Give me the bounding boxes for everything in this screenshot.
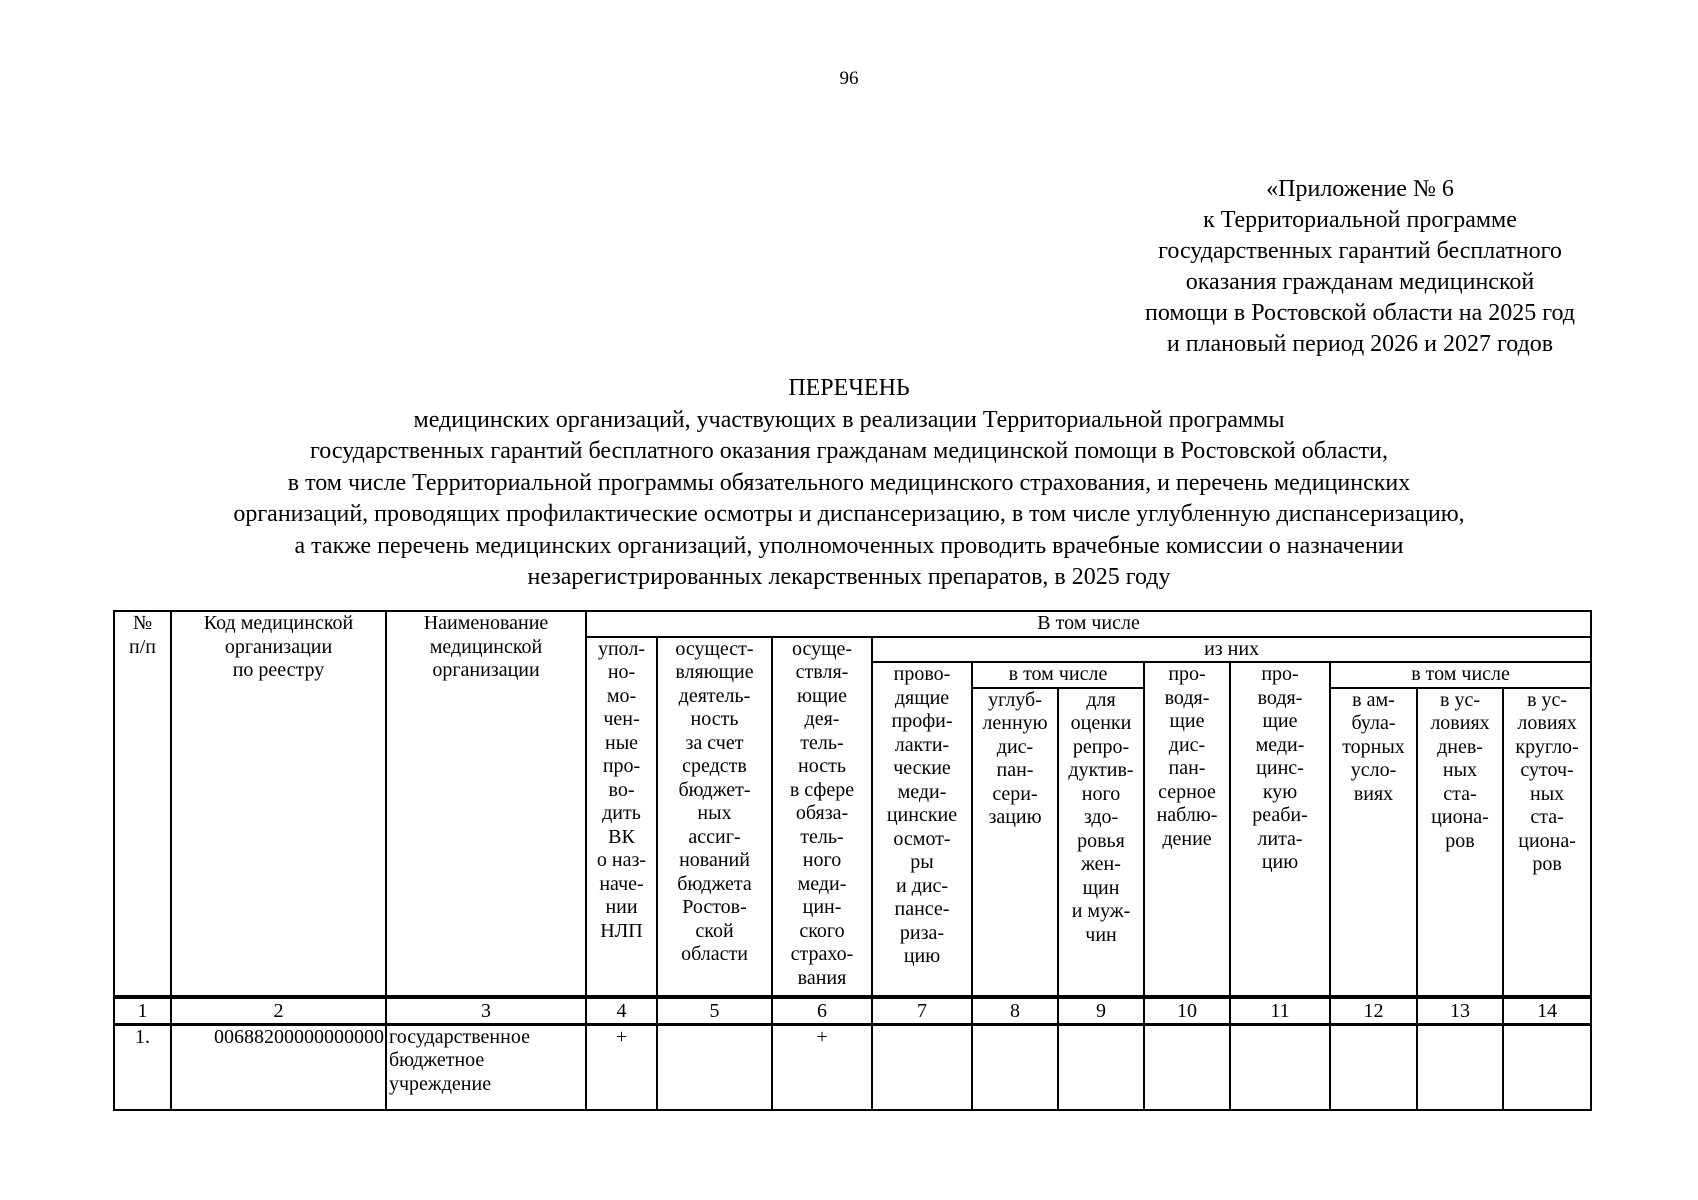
cell-col-12 xyxy=(1330,1024,1417,1110)
cell-col-10 xyxy=(1144,1024,1230,1110)
header-col-14: в ус- ловиях кругло- суточ- ных ста- циона- ров xyxy=(1503,688,1591,997)
org-code: 00688200000000000 xyxy=(171,1024,386,1110)
header-including: В том числе xyxy=(586,611,1591,637)
header-col-9: для оценки репро- дуктив- ного здо- ровья жен- щин и муж- чин xyxy=(1058,688,1144,997)
header-no: № п/п xyxy=(114,611,171,997)
cell-col-7 xyxy=(872,1024,972,1110)
column-number: 5 xyxy=(657,997,772,1025)
appendix-line: «Приложение № 6 xyxy=(1266,176,1454,202)
subtitle-line: организаций, проводящих профилактические осмотры и диспансеризацию, в том числе углубленную диспансеризацию, xyxy=(233,501,1465,527)
header-col-7: прово- дящие профи- лакти- ческие меди- цинские осмот- ры и дис- пансе- риза- цию xyxy=(872,662,972,997)
header-including-sub-a: в том числе xyxy=(972,662,1144,688)
column-number: 4 xyxy=(586,997,657,1025)
subtitle-line: а также перечень медицинских организаций, уполномоченных проводить врачебные комиссии о назначении xyxy=(294,532,1404,559)
header-including-sub-b: в том числе xyxy=(1330,662,1591,688)
subtitle-line: незарегистрированных лекарственных препаратов, в 2025 году xyxy=(527,564,1171,590)
subtitle-line: в том числе Территориальной программы обязательного медицинского страхования, и перечень медицинских xyxy=(287,469,1411,496)
column-number: 1 xyxy=(114,997,171,1025)
document-title: ПЕРЕЧЕНЬ xyxy=(788,375,910,401)
column-number: 7 xyxy=(872,997,972,1025)
column-number: 13 xyxy=(1417,997,1503,1025)
header-col-4: упол- но- мо- чен- ные про- во- дить ВК о наз- наче- нии НЛП xyxy=(586,637,657,997)
org-name: государственное бюджетное учреждение xyxy=(386,1024,586,1110)
row-number: 1. xyxy=(114,1024,171,1110)
header-col-6: осуще- ствля- ющие дея- тель- ность в сфере обяза- тель- ного меди- цин- ского страхо- вания xyxy=(772,637,872,997)
subtitle-line: государственных гарантий бесплатного оказания гражданам медицинской помощи в Ростовской области, xyxy=(310,438,1388,464)
column-number: 9 xyxy=(1058,997,1144,1025)
header-code: Код медицинской организации по реестру xyxy=(171,611,386,997)
subtitle-line: медицинских организаций, участвующих в реализации Территориальной программы xyxy=(413,406,1285,433)
header-col-5: осущест- вляющие деятель- ность за счет средств бюджет- ных ассиг- нований бюджета Ростов- ской области xyxy=(657,637,772,997)
header-col-12: в ам- була- торных усло- виях xyxy=(1330,688,1417,997)
appendix-line: помощи в Ростовской области на 2025 год xyxy=(1144,300,1576,326)
cell-col-9 xyxy=(1058,1024,1144,1110)
column-number: 3 xyxy=(386,997,586,1025)
cell-col-8 xyxy=(972,1024,1058,1110)
header-col-13: в ус- ловиях днев- ных ста- циона- ров xyxy=(1417,688,1503,997)
header-col-8: углуб- ленную дис- пан- сери- зацию xyxy=(972,688,1058,997)
cell-col-11 xyxy=(1230,1024,1330,1110)
appendix-line: к Территориальной программе xyxy=(1203,207,1517,233)
header-of-them: из них xyxy=(872,637,1591,663)
column-number: 2 xyxy=(171,997,386,1025)
appendix-line: государственных гарантий бесплатного xyxy=(1158,238,1562,264)
column-number: 8 xyxy=(972,997,1058,1025)
table-row xyxy=(114,1024,1591,1110)
column-number: 12 xyxy=(1330,997,1417,1025)
header-col-11: про- водя- щие меди- цинс- кую реаби- лита- цию xyxy=(1230,662,1330,997)
cell-col-14 xyxy=(1503,1024,1591,1110)
cell-col-4: + xyxy=(586,1024,657,1110)
appendix-line: оказания гражданам медицинской xyxy=(1185,269,1535,295)
document-title-block xyxy=(0,373,1698,594)
header-name: Наименование медицинской организации xyxy=(386,611,586,997)
column-number: 11 xyxy=(1230,997,1330,1025)
page-number: 96 xyxy=(839,68,859,89)
cell-col-6: + xyxy=(772,1024,872,1110)
organizations-table xyxy=(113,610,1592,1111)
cell-col-5 xyxy=(657,1024,772,1110)
column-number: 6 xyxy=(772,997,872,1025)
appendix-line: и плановый период 2026 и 2027 годов xyxy=(1166,331,1554,357)
appendix-header xyxy=(1060,174,1660,360)
header-col-10: про- водя- щие дис- пан- серное наблю- дение xyxy=(1144,662,1230,997)
cell-col-13 xyxy=(1417,1024,1503,1110)
column-number: 14 xyxy=(1503,997,1591,1025)
column-number: 10 xyxy=(1144,997,1230,1025)
